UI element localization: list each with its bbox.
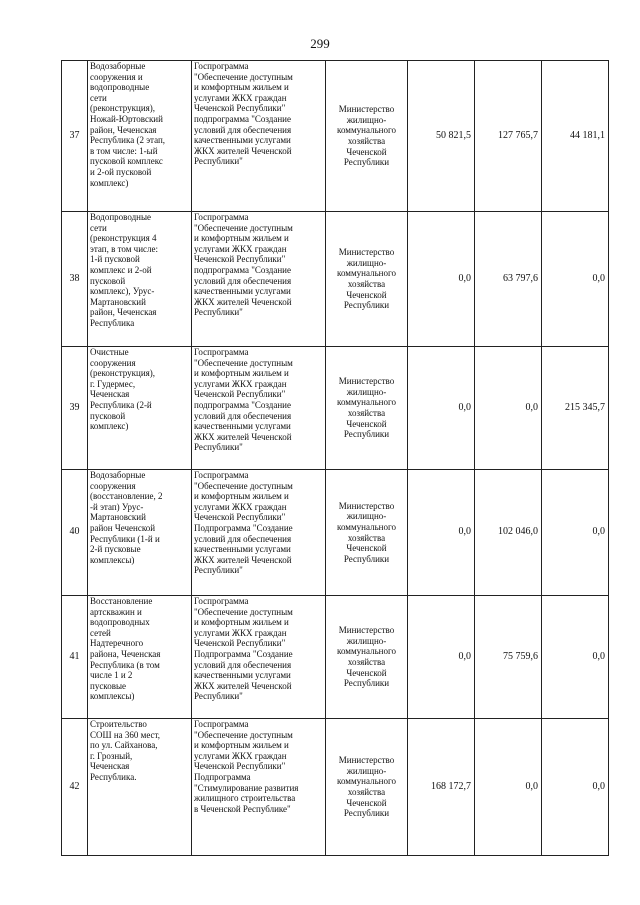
value-cell-2: 63 797,6 xyxy=(475,212,542,347)
value-cell-3: 0,0 xyxy=(542,212,609,347)
responsible-cell: Министерство жилищно- коммунального хозяйства Чеченской Республики xyxy=(326,596,408,719)
program-cell: Госпрограмма "Обеспечение доступным и комфортным жильем и услугами ЖКХ граждан Чеченской Республики" Подпрограмма "Создание условий для обеспечения качественными услугами ЖКХ жителей Чеченской Республики" xyxy=(192,596,326,719)
value-cell-3: 0,0 xyxy=(542,470,609,596)
value-cell-2: 0,0 xyxy=(475,719,542,856)
responsible-cell: Министерство жилищно- коммунального хозяйства Чеченской Республики xyxy=(326,470,408,596)
value-cell-2: 102 046,0 xyxy=(475,470,542,596)
page-number: 299 xyxy=(310,36,330,51)
table-row xyxy=(62,347,609,470)
value-cell-1: 0,0 xyxy=(408,347,475,470)
value-cell-2: 75 759,6 xyxy=(475,596,542,719)
value-cell-1: 168 172,7 xyxy=(408,719,475,856)
row-number: 42 xyxy=(62,719,88,856)
table-row xyxy=(62,719,609,856)
table-row xyxy=(62,470,609,596)
value-cell-1: 0,0 xyxy=(408,212,475,347)
program-cell: Госпрограмма "Обеспечение доступным и комфортным жильем и услугами ЖКХ граждан Чеченской Республики" подпрограмма "Создание условий для обеспечения качественными услугами ЖКХ жителей Чеченской Республики" xyxy=(192,347,326,470)
value-cell-3: 215 345,7 xyxy=(542,347,609,470)
object-name-cell: Водозаборные сооружения (восстановление, 2 -й этап) Урус- Мартановский район Чеченской Республики (1-й и 2-й пусковые комплексы) xyxy=(88,470,192,596)
table-row xyxy=(62,596,609,719)
row-number: 39 xyxy=(62,347,88,470)
responsible-cell: Министерство жилищно- коммунального хозяйства Чеченской Республики xyxy=(326,347,408,470)
program-cell: Госпрограмма "Обеспечение доступным и комфортным жильем и услугами ЖКХ граждан Чеченской Республики" Подпрограмма "Стимулирование развития жилищного строительства в Чеченской Республике" xyxy=(192,719,326,856)
responsible-cell: Министерство жилищно- коммунального хозяйства Чеченской Республики xyxy=(326,212,408,347)
object-name-cell: Водозаборные сооружения и водопроводные сети (реконструкция), Ножай-Юртовский район, Чеченская Республика (2 этап, в том числе: 1-ый пусковой комплекс и 2-ой пусковой комплекс) xyxy=(88,61,192,212)
value-cell-2: 127 765,7 xyxy=(475,61,542,212)
program-table xyxy=(61,60,609,856)
object-name-cell: Восстановление артскважин и водопроводных сетей Надтеречного района, Чеченская Республика (в том числе 1 и 2 пусковые комплексы) xyxy=(88,596,192,719)
object-name-cell: Водопроводные сети (реконструкция 4 этап, в том числе: 1-й пусковой комплекс и 2-ой пусковой комплекс), Урус- Мартановский район, Чеченская Республика xyxy=(88,212,192,347)
value-cell-1: 50 821,5 xyxy=(408,61,475,212)
program-cell: Госпрограмма "Обеспечение доступным и комфортным жильем и услугами ЖКХ граждан Чеченской Республики" Подпрограмма "Создание условий для обеспечения качественными услугами ЖКХ жителей Чеченской Республики" xyxy=(192,470,326,596)
row-number: 41 xyxy=(62,596,88,719)
table-row xyxy=(62,61,609,212)
value-cell-3: 44 181,1 xyxy=(542,61,609,212)
row-number: 38 xyxy=(62,212,88,347)
program-cell: Госпрограмма "Обеспечение доступным и комфортным жильем и услугами ЖКХ граждан Чеченской Республики" подпрограмма "Создание условий для обеспечения качественными услугами ЖКХ жителей Чеченской Республики" xyxy=(192,212,326,347)
row-number: 40 xyxy=(62,470,88,596)
value-cell-1: 0,0 xyxy=(408,470,475,596)
table-row xyxy=(62,212,609,347)
object-name-cell: Строительство СОШ на 360 мест, по ул. Сайханова, г. Грозный, Чеченская Республика. xyxy=(88,719,192,856)
value-cell-1: 0,0 xyxy=(408,596,475,719)
value-cell-2: 0,0 xyxy=(475,347,542,470)
responsible-cell: Министерство жилищно- коммунального хозяйства Чеченской Республики xyxy=(326,719,408,856)
value-cell-3: 0,0 xyxy=(542,596,609,719)
responsible-cell: Министерство жилищно- коммунального хозяйства Чеченской Республики xyxy=(326,61,408,212)
row-number: 37 xyxy=(62,61,88,212)
value-cell-3: 0,0 xyxy=(542,719,609,856)
program-cell: Госпрограмма "Обеспечение доступным и комфортным жильем и услугами ЖКХ граждан Чеченской Республики" подпрограмма "Создание условий для обеспечения качественными услугами ЖКХ жителей Чеченской Республики" xyxy=(192,61,326,212)
object-name-cell: Очистные сооружения (реконструкция), г. Гудермес, Чеченская Республика (2-й пусковой комплекс) xyxy=(88,347,192,470)
